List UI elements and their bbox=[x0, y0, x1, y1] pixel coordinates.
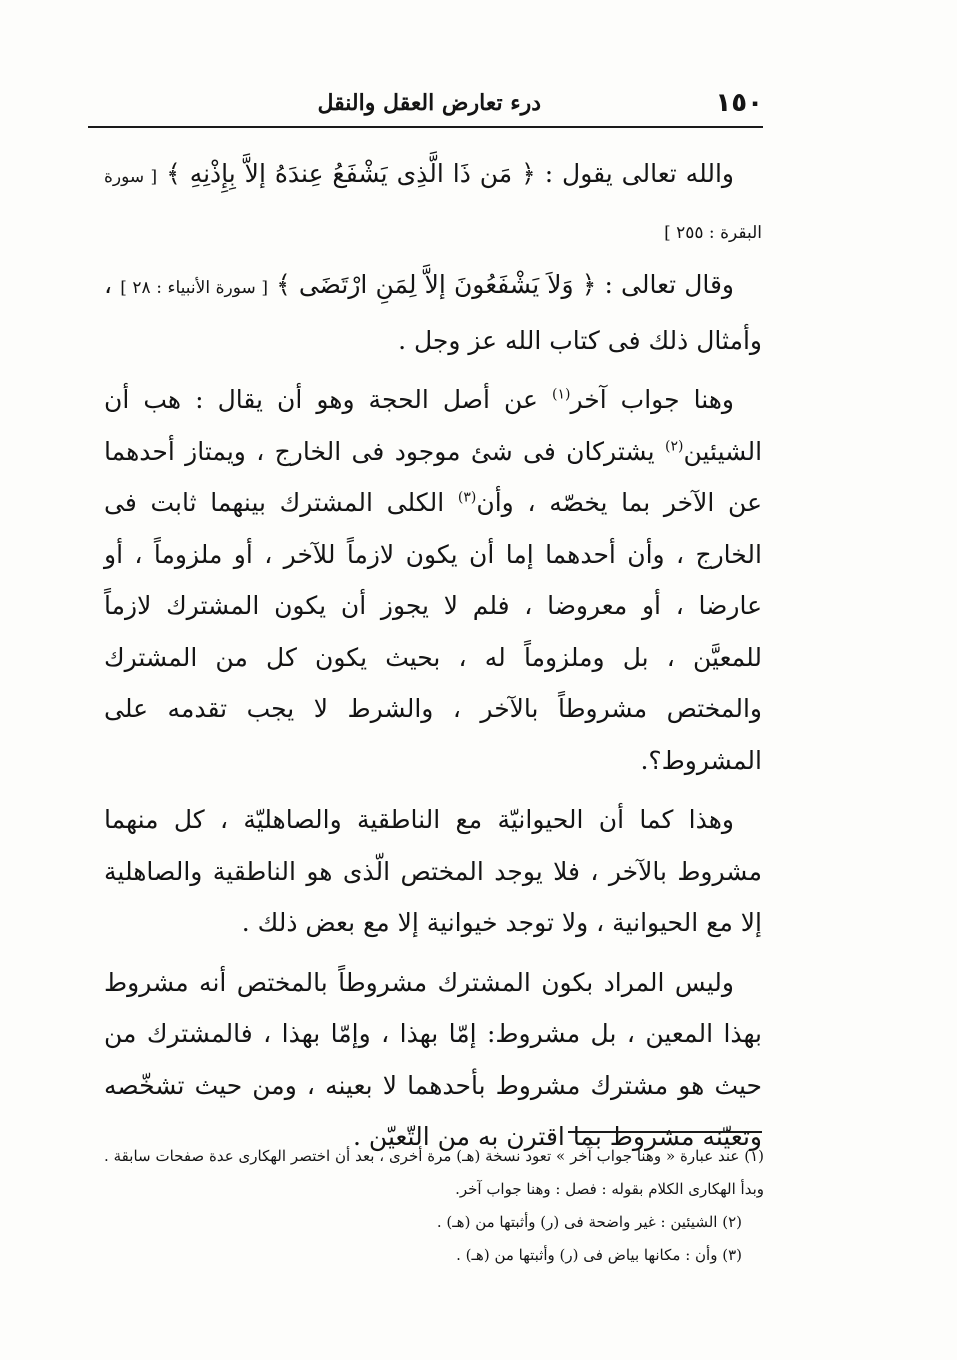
paragraph-text: وليس المراد بكون المشترك مشروطاً بالمختص أنه مشروط بهذا المعين ، بل مشروط: إمّا بهذا ، وإمّا بهذا ، فالمشترك من حيث هو مشترك مشروط بأحدهما لا بعينه ، ومن حيث تشخّصه وتعيّنه مشروط بما اقترن به من التّعيّن . bbox=[104, 967, 762, 1151]
running-title: درء تعارض العقل والنقل bbox=[317, 90, 541, 116]
text-segment: وهنا جواب آخر bbox=[570, 385, 734, 414]
page-number: ١٥٠ bbox=[715, 88, 763, 118]
footnote-1: (١) عند عبارة « وهنا جواب آخر » تعود نسخة (هـ) مرة أخرى ، بعد أن اختصر الهكارى عدة صفحات سابقة . وبدأ الهكارى الكلام بقوله : فصل : وهنا جواب آخر. bbox=[104, 1147, 764, 1198]
paragraph-quran-1 bbox=[104, 148, 762, 259]
footnote-marker-3[interactable]: (٣) bbox=[457, 489, 477, 506]
quran-verse-2: وقال تعالى : ﴿ وَلاَ يَشْفَعُونَ إلاَّ لِمَنِ ارْتَضَى ﴾ bbox=[276, 270, 734, 299]
paragraph-quran-2 bbox=[104, 259, 762, 366]
text-segment: الكلى المشترك بينهما ثابت فى الخارج ، وأن أحدهما إما أن يكون لازماً للآخر ، أو ملزوماً ، أو عارضا ، أو معروضا ، فلم لا يجوز أن يكون المشترك لازماً للمعيَّن ، بل وملزوماً له ، بحيث يكون كل من المشترك والمختص مشروطاً بالآخر ، والشرط لا يجب تقدمه على المشروط؟. bbox=[104, 488, 762, 775]
text-segment: عن أصل الحجة وهو أن يقال : هب أن الشيئين bbox=[104, 385, 763, 466]
paragraph-example bbox=[104, 794, 762, 949]
quran-verse-1: والله تعالى يقول : ﴿ مَن ذَا الَّذِى يَشْفَعُ عِندَهُ إلاَّ بِإِذْنِهِ ﴾ bbox=[166, 159, 734, 188]
footnote-marker-2[interactable]: (٢) bbox=[665, 438, 684, 455]
paragraph-argument bbox=[104, 374, 762, 786]
paragraph-tail: ، وأمثال ذلك فى كتاب الله عز وجل . bbox=[104, 270, 762, 355]
surah-reference-1: [ سورة البقرة : ٢٥٥ ] bbox=[104, 167, 762, 243]
footnote-3: (٣) وأن : مكانها بياض فى (ر) وأثبتها من (هـ) . bbox=[456, 1246, 742, 1264]
footnote-marker-1[interactable]: (١) bbox=[551, 386, 571, 403]
footnote-2: (٢) الشيئين : غير واضحة فى (ر) وأثبتها من (هـ) . bbox=[436, 1213, 742, 1231]
footnote-divider bbox=[568, 1131, 762, 1133]
paragraph-text: وهذا كما أن الحيوانيّة مع الناطقية والصاهليّة ، كل منهما مشروط بالآخر ، فلا يوجد المختص الّذى هو الناطقية والصاهلية إلا مع الحيوانية ، ولا توجد خيوانية إلا مع بعض ذلك . bbox=[104, 805, 762, 937]
surah-reference-2: [ سورة الأنبياء : ٢٨ ] bbox=[120, 278, 268, 298]
footnotes bbox=[104, 1140, 764, 1272]
main-text bbox=[104, 148, 762, 1163]
page-header bbox=[88, 78, 763, 128]
text-segment: يشتركان فى شئ موجود فى الخارج ، ويمتاز أحدهما عن الآخر بما يخصّه ، وأن bbox=[104, 436, 762, 517]
